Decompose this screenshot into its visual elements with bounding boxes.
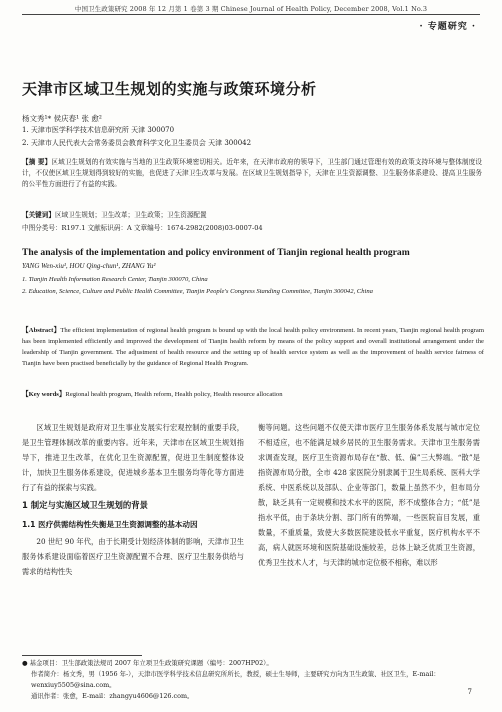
page-number: 7 xyxy=(467,688,472,696)
abstract-en xyxy=(22,325,484,369)
keywords-text-en: Regional health program, Health reform, Health policy, Health resource allocation xyxy=(65,391,283,398)
section-tag: · 专题研究 · xyxy=(419,22,476,32)
running-head: 中国卫生政策研究 2008 年 12 月第 1 卷第 3 期 Chinese Journal of Health Policy, December 2008, Vol.1 No.3 xyxy=(74,5,428,13)
keywords-en xyxy=(22,389,484,400)
body-right-column xyxy=(258,420,480,570)
right-column-paragraph: 衡等问题。这些问题不仅使天津市医疗卫生服务体系发展与城市定位不相适应，也不能满足城乡居民的卫生服务需求。天津市卫生服务需求调查发现，医疗卫生资源布局存在“散、低、偏”三大弊端。“散”是指资源布局分散，全市 428 家医院分别隶属于卫生局系统、医科大学系统、中医系统以及部队、企业等部门，数量上虽然不少，但布局分散，缺乏具有一定规模和技术水平的医院，形不成整体合力；“低”是指水平低，由于条块分割、部门所有的弊端，一些医院盲目发展，重数量，不重质量，致使大多数医院建设低水平重复，医疗机构水平不高，病人就医环境和医院基础设施较差，总体上缺乏优质卫生资源，优秀卫生技术人才，与天津的城市定位极不相称，难以形 xyxy=(258,423,480,567)
affiliation-1-cn: 1. 天津市医学科学技术信息研究所 天津 300070 xyxy=(22,126,175,134)
footnote-corresponding: 通讯作者：张愈，E-mail：zhangyu4606@126.com。 xyxy=(31,692,194,700)
subsection-1-1-heading: 1.1 医疗供需结构性失衡是卫生资源调整的基本动因 xyxy=(22,520,198,529)
classification-line: 中图分类号：R197.1 文献标识码：A 文章编号：1674-2982(2008)03-0007-04 xyxy=(22,224,263,232)
bullet-icon: ● xyxy=(22,659,28,667)
abstract-cn xyxy=(22,157,482,190)
subsection-1-1-paragraph: 20 世纪 90 年代，由于长期受计划经济体制的影响，天津市卫生服务体系建设面临着医疗卫生资源配置不合理、医疗卫生服务供给与需求的结构性失 xyxy=(22,537,244,576)
abstract-text-en: The efficient implementation of regional health program is bound up with the local health policy environment. In recent years, Tianjin regional health program has been implemented efficiently and improved the development of Tianjin health reform by means of the policy support and overall institutional arrangement under the leadership of Tianjin government. The adjustment of health resource and the setting up of health service system as well as the improvement of health service fairness of Tianjin have been practised beneficially by the guidance of Regional Health Program. xyxy=(22,327,484,367)
keywords-label-en: 【Key words】 xyxy=(22,391,66,398)
keywords-cn xyxy=(22,210,482,221)
section-1-heading: 1 制定与实施区域卫生规划的背景 xyxy=(22,500,148,510)
keywords-label-cn: 【关键词】 xyxy=(22,211,55,219)
footnote-funding: ● 基金项目：卫生部政策法规司 2007 年立项卫生政策研究课题（编号：2007HP02）。 xyxy=(22,659,273,667)
authors-cn: 杨文秀¹* 侯庆春¹ 张 愈² xyxy=(22,114,102,123)
keywords-text-cn: 区域卫生规划；卫生改革；卫生政策；卫生资源配置 xyxy=(54,211,207,219)
abstract-label-cn: 【摘 要】 xyxy=(22,158,52,166)
article-title-en: The analysis of the implementation and policy environment of Tianjin regional health program xyxy=(22,247,410,258)
article-title-cn: 天津市区域卫生规划的实施与政策环境分析 xyxy=(22,80,317,98)
body-left-column xyxy=(22,420,244,579)
footnote-rule xyxy=(22,655,142,656)
affiliation-2-en: 2. Education, Science, Culture and Public Health Committee, Tianjin People's Congress Standing Committee, Tianjin 300042, China xyxy=(22,288,373,295)
affiliation-1-en: 1. Tianjin Health Information Research Center, Tianjin 300070, China xyxy=(22,276,208,283)
authors-en: YANG Wen-xiu¹, HOU Qing-chun¹, ZHANG Yu² xyxy=(22,262,156,270)
abstract-text-cn: 区域卫生规划的有效实施与当地的卫生政策环境密切相关。近年来，在天津市政府的领导下，卫生部门通过管理有效的政策支持环境与整体制度设计，不仅使区域卫生规划得到较好的实施，也促进了天津卫生改革与发展。在区域卫生规划指导下，天津在卫生资源调整、卫生服务体系建设、提高卫生服务的公平性方面进行了有益的实践。 xyxy=(22,158,482,188)
intro-paragraph: 区域卫生规划是政府对卫生事业发展实行宏观控制的重要手段，是卫生管理体制改革的重要内容。近年来，天津市在区域卫生规划指导下，推进卫生改革，在优化卫生资源配置，促进卫生制度整体设计，加快卫生服务体系建设，促进城乡基本卫生服务均等化等方面进行了有益的探索与实践。 xyxy=(22,423,244,492)
header-rule xyxy=(22,14,480,15)
affiliation-2-cn: 2. 天津市人民代表大会常务委员会教育科学文化卫生委员会 天津 300042 xyxy=(22,139,252,147)
footnote-author-bio: 作者简介：杨文秀，男（1956 年-），天津市医学科学技术信息研究所所长，教授，硕士生导师，主要研究方向为卫生政策、社区卫生，E-mail：wenxiuy5505@sina.com。 xyxy=(31,670,440,689)
abstract-label-en: 【Abstract】 xyxy=(22,327,61,334)
